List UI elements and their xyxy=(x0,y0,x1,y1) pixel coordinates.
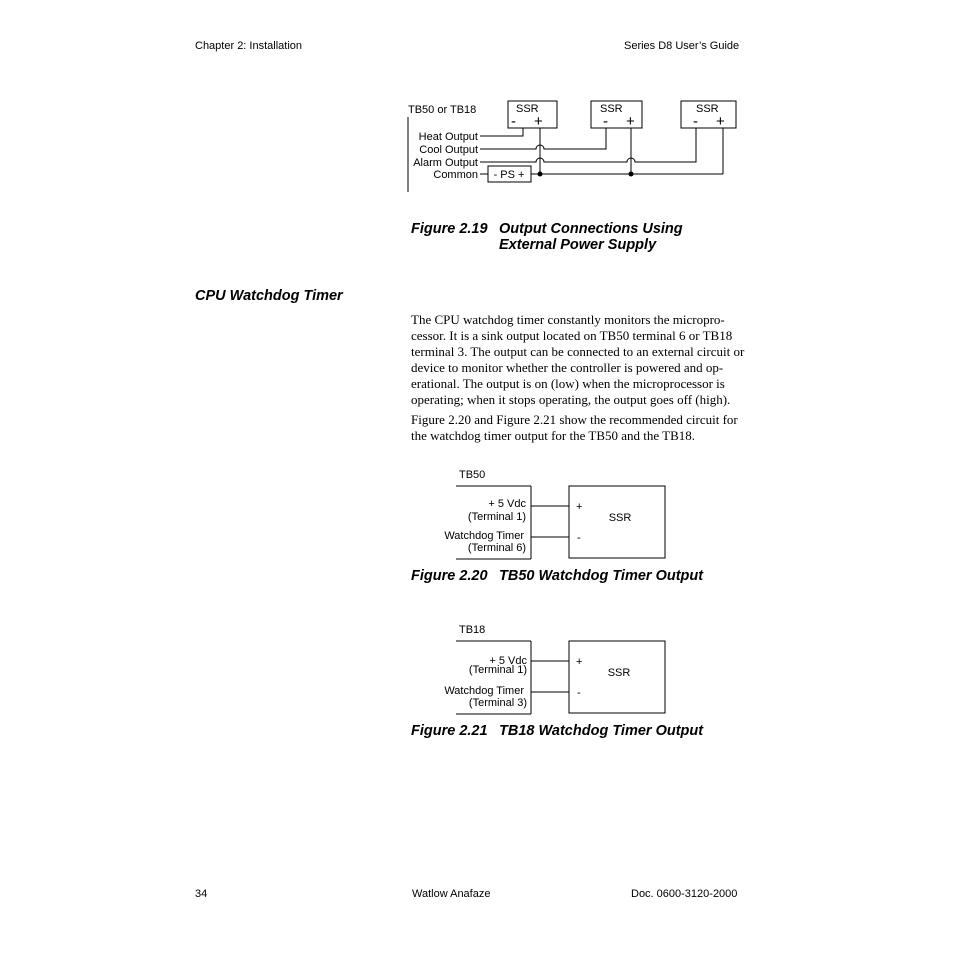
figure-2-19-caption xyxy=(411,221,683,253)
watchdog-label: Watchdog Timer xyxy=(444,685,524,697)
vdc-label: + 5 Vdc xyxy=(488,498,526,510)
ssr-label: SSR xyxy=(608,512,632,524)
ssr-label: SSR xyxy=(600,103,623,115)
cool-output-label: Cool Output xyxy=(419,144,478,156)
caption-number: Figure 2.20 xyxy=(411,568,488,584)
body-paragraph-2: Figure 2.20 and Figure 2.21 show the recommended circuit for the watchdog timer output for the TB50 and the TB18. xyxy=(411,412,738,443)
footer-doc-number: Doc. 0600-3120-2000 xyxy=(631,888,738,900)
ssr-plus: + xyxy=(626,113,635,130)
ssr-minus: - xyxy=(603,113,608,130)
section-title: CPU Watchdog Timer xyxy=(195,288,343,304)
ssr-minus: - xyxy=(511,113,516,130)
figure-2-21-caption xyxy=(411,723,703,739)
ssr-minus: - xyxy=(577,532,581,544)
vdc-label: + 5 Vdc xyxy=(489,655,527,667)
footer-page-number: 34 xyxy=(195,888,208,900)
ssr-plus: + xyxy=(576,501,583,513)
figure-2-20-caption xyxy=(411,568,703,584)
caption-number: Figure 2.21 xyxy=(411,723,488,739)
figure-2-20-diagram xyxy=(420,465,680,565)
ssr-label: SSR xyxy=(696,103,719,115)
header-guide-title: Series D8 User’s Guide xyxy=(624,40,740,52)
caption-line-1: Output Connections Using xyxy=(499,221,683,237)
body-paragraph-1: The CPU watchdog timer constantly monitors the micropro-cessor. It is a sink output located on TB50 terminal 6 or TB18 terminal 3. The output can be connected to an external circuit or device to monitor whether the controller is powered and op-erational. The output is on (low) when the microprocessor is operating; when it stops operating, the output goes off (high). xyxy=(411,312,745,407)
caption-text: TB50 Watchdog Timer Output xyxy=(499,568,704,584)
ssr-plus: + xyxy=(716,113,725,130)
footer-company: Watlow Anafaze xyxy=(412,888,491,900)
terminal-block-label: TB50 or TB18 xyxy=(408,104,477,116)
header-chapter: Chapter 2: Installation xyxy=(195,40,303,52)
ssr-minus: - xyxy=(693,113,698,130)
cool-output-wire xyxy=(480,128,606,149)
watchdog-label: Watchdog Timer xyxy=(444,530,524,542)
figure-2-19-diagram xyxy=(400,95,750,200)
heat-output-label: Heat Output xyxy=(418,131,478,143)
alarm-output-wire xyxy=(480,128,696,162)
common-label: Common xyxy=(433,169,478,181)
terminal-block-label: TB50 xyxy=(459,469,486,481)
ssr-plus: + xyxy=(534,113,543,130)
vdc-terminal-label: (Terminal 1) xyxy=(467,511,526,523)
watchdog-terminal-label: (Terminal 6) xyxy=(467,542,526,554)
ssr-plus: + xyxy=(576,656,583,668)
caption-line-2: External Power Supply xyxy=(499,237,657,253)
figure-2-21-diagram xyxy=(420,620,680,720)
alarm-output-label: Alarm Output xyxy=(413,157,478,169)
ssr-label: SSR xyxy=(607,667,631,679)
power-supply-label: - PS + xyxy=(493,169,525,181)
heat-output-wire xyxy=(480,128,523,136)
watchdog-terminal-label: (Terminal 3) xyxy=(468,697,527,709)
terminal-block-label: TB18 xyxy=(459,624,486,636)
caption-number: Figure 2.19 xyxy=(411,221,488,237)
ssr-label: SSR xyxy=(516,103,539,115)
ssr-minus: - xyxy=(577,687,581,699)
vdc-terminal-label: (Terminal 1) xyxy=(468,664,527,676)
caption-text: TB18 Watchdog Timer Output xyxy=(499,723,704,739)
